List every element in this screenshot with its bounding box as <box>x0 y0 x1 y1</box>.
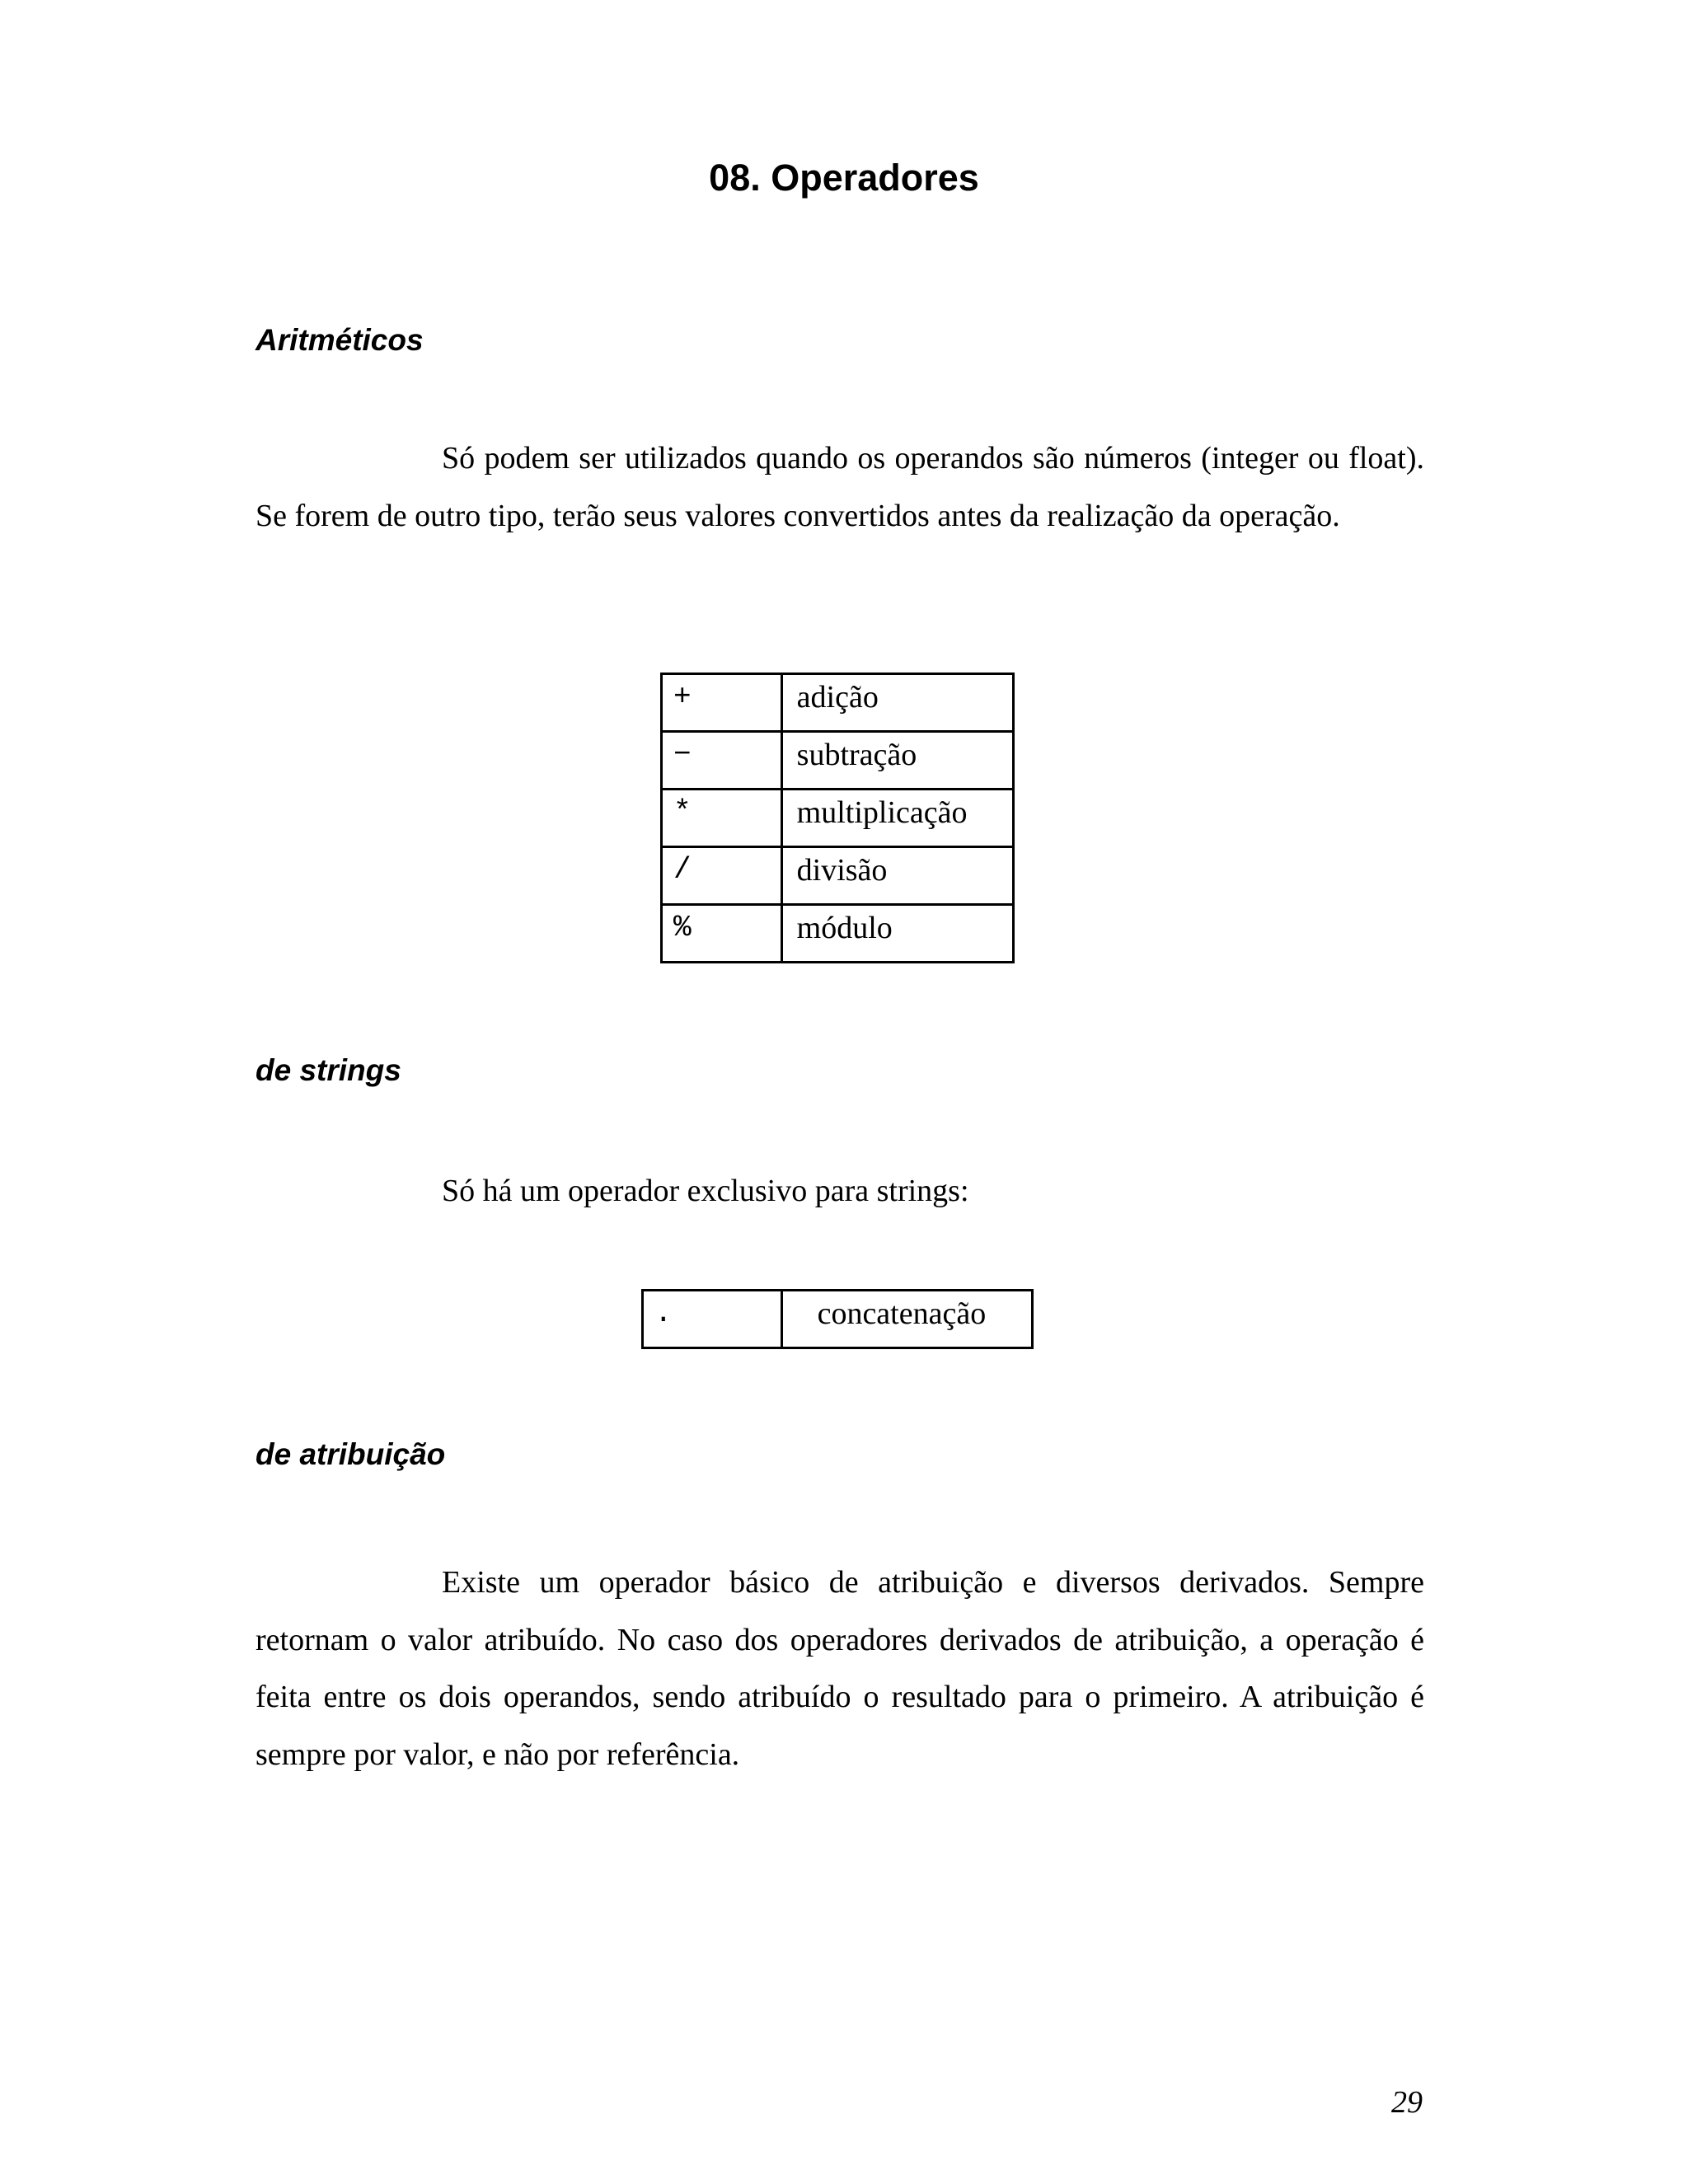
paragraph-atribuicao <box>256 1554 1424 1783</box>
operator-symbol: . <box>643 1291 782 1348</box>
page-number: 29 <box>1391 2085 1423 2120</box>
operator-symbol: % <box>662 905 782 963</box>
paragraph-atribuicao-text: Existe um operador básico de atribuição e diversos derivados. Sempre retornam o valor atribuído. No caso dos operadores derivados de atribuição, a operação é feita entre os dois operandos, sendo atribuído o resultado para o primeiro. A atribuição é sempre por valor, e não por referência. <box>256 1565 1424 1772</box>
paragraph-aritmeticos-text: Só podem ser utilizados quando os operandos são números (integer ou float). Se forem de outro tipo, terão seus valores convertidos antes da realização da operação. <box>256 441 1424 533</box>
section-heading-atribuicao: de atribuição <box>256 1437 446 1471</box>
operator-description: concatenação <box>781 1291 1032 1348</box>
table-row <box>662 732 1014 790</box>
table-row <box>662 674 1014 732</box>
arithmetic-operators-table <box>660 673 1015 963</box>
operator-description: módulo <box>781 905 1013 963</box>
paragraph-aritmeticos <box>256 430 1424 545</box>
table-row <box>643 1291 1033 1348</box>
operator-description: multiplicação <box>781 790 1013 847</box>
section-heading-aritmeticos: Aritméticos <box>256 323 424 357</box>
operator-symbol: + <box>662 674 782 732</box>
operator-description: adição <box>781 674 1013 732</box>
table-row <box>662 905 1014 963</box>
operator-symbol: / <box>662 847 782 905</box>
operator-symbol: * <box>662 790 782 847</box>
section-heading-strings: de strings <box>256 1053 401 1087</box>
table-row <box>662 790 1014 847</box>
operator-description: subtração <box>781 732 1013 790</box>
page-title: 08. Operadores <box>709 157 979 199</box>
operator-description: divisão <box>781 847 1013 905</box>
table-row <box>662 847 1014 905</box>
string-operators-table <box>641 1289 1034 1349</box>
operator-symbol: − <box>662 732 782 790</box>
paragraph-strings: Só há um operador exclusivo para strings: <box>442 1174 969 1208</box>
